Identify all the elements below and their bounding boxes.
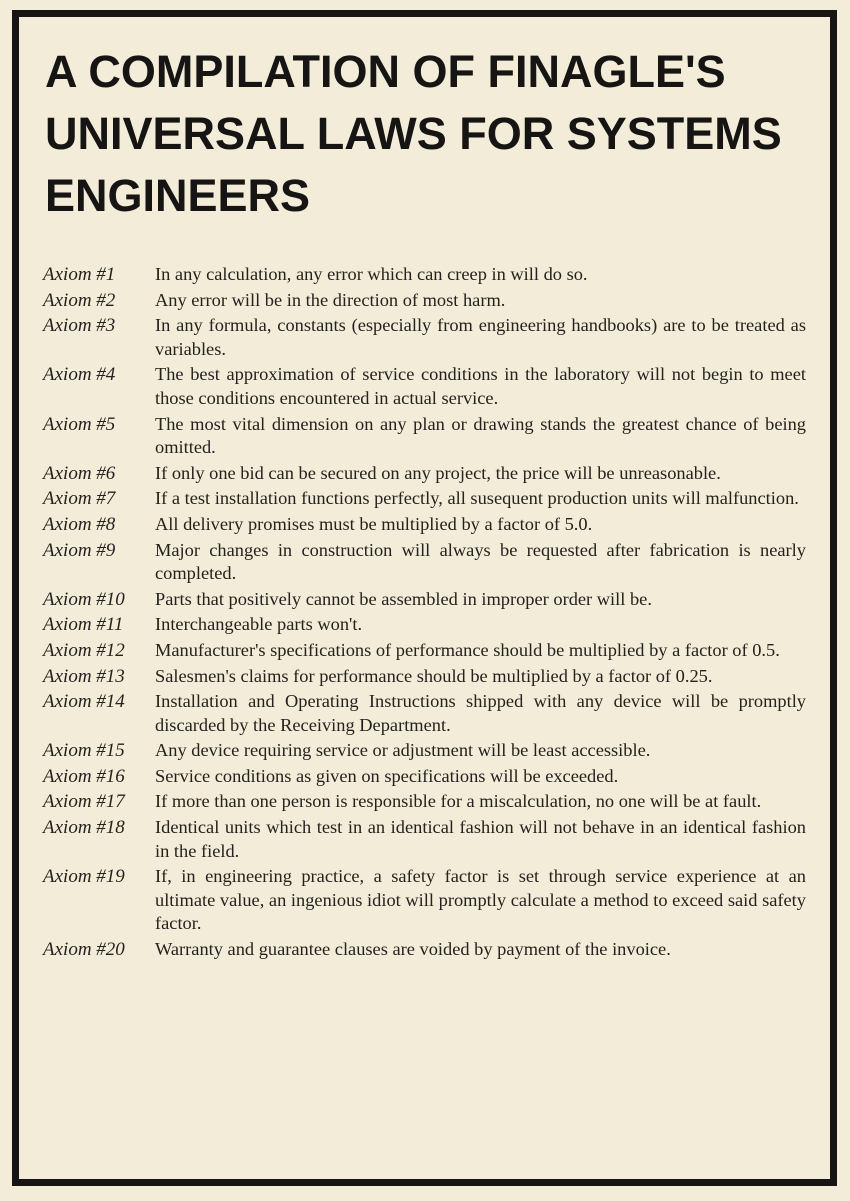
axiom-row [43,363,806,410]
axiom-text: In any calculation, any error which can creep in will do so. [155,264,588,284]
axiom-label: Axiom #8 [43,513,116,535]
axiom-text: The most vital dimension on any plan or drawing stands the greatest chance of being omitted. [155,413,806,458]
axiom-text: Salesmen's claims for performance should be multiplied by a factor of 0.25. [155,665,713,686]
axiom-text: Any device requiring service or adjustment will be least accessible. [155,740,651,761]
axiom-label: Axiom #13 [43,665,125,687]
axiom-row [43,462,806,486]
axiom-label: Axiom #17 [43,791,125,813]
page-title-line-2: UNIVERSAL LAWS FOR SYSTEMS [45,108,782,159]
axiom-row [43,413,806,460]
axiom-label: Axiom #1 [43,264,116,285]
axiom-label: Axiom #6 [43,462,116,484]
axiom-text: All delivery promises must be multiplied by a factor of 5.0. [155,513,593,534]
axiom-text: If more than one person is responsible for a miscalculation, no one will be at fault. [155,791,762,812]
axiom-label: Axiom #3 [43,315,116,337]
axiom-label: Axiom #11 [43,614,124,636]
axiom-text: If only one bid can be secured on any project, the price will be unreasonable. [155,462,721,483]
axiom-text: Manufacturer's specifications of performance should be multiplied by a factor of 0.5. [155,639,780,660]
axiom-row [43,790,806,814]
axiom-label: Axiom #4 [43,364,116,386]
axiom-text: Interchangeable parts won't. [155,614,363,635]
axiom-row [43,665,806,689]
axiom-label: Axiom #5 [43,413,116,435]
page-title-line-1: A COMPILATION OF FINAGLE'S [45,46,726,97]
axiom-row [43,289,806,313]
axiom-text: Identical units which test in an identical fashion will not behave in an identical fashion in the field. [155,817,806,861]
axiom-label: Axiom #2 [43,289,116,311]
axiom-row [43,765,806,789]
axiom-text: Installation and Operating Instructions shipped with any device will be promptly discarded by the Receiving Department. [155,691,806,735]
axiom-label: Axiom #7 [43,488,116,510]
axiom-label: Axiom #14 [43,691,125,713]
axiom-row [43,938,806,962]
axiom-row [43,639,806,663]
page-border-frame [12,10,837,1186]
axiom-text: Major changes in construction will always be requested after fabrication is nearly completed. [155,539,806,584]
axiom-label: Axiom #9 [43,539,116,561]
axiom-label: Axiom #12 [43,639,125,661]
page-title-line-3: ENGINEERS [45,170,311,221]
axiom-row [43,816,806,863]
axiom-row [43,263,806,287]
axiom-row [43,539,806,586]
axiom-text: Service conditions as given on specifications will be exceeded. [155,765,619,786]
axiom-row [43,865,806,936]
axiom-label: Axiom #15 [43,740,125,762]
axiom-label: Axiom #18 [43,817,125,839]
axiom-row [43,690,806,737]
axiom-list [43,263,808,962]
axiom-text: Warranty and guarantee clauses are voided by payment of the invoice. [155,939,671,960]
axiom-label: Axiom #16 [43,765,125,787]
axiom-row [43,487,806,511]
axiom-label: Axiom #10 [43,588,125,610]
page-content [19,17,830,1179]
axiom-row [43,613,806,637]
axiom-text: In any formula, constants (especially from engineering handbooks) are to be treated as variables. [155,315,806,359]
axiom-row [43,588,806,612]
axiom-label: Axiom #20 [43,939,125,961]
axiom-text: The best approximation of service conditions in the laboratory will not begin to meet those conditions encountered in actual service. [155,364,806,408]
axiom-text: If, in engineering practice, a safety factor is set through service experience at an ultimate value, an ingenious idiot will promptly calculate a method to exceed said safety factor. [155,866,806,934]
axiom-text: Parts that positively cannot be assembled in improper order will be. [155,588,652,609]
axiom-text: Any error will be in the direction of most harm. [155,289,506,310]
axiom-label: Axiom #19 [43,866,125,888]
page-title [45,41,808,227]
axiom-row [43,513,806,537]
axiom-text: If a test installation functions perfectly, all susequent production units will malfunction. [155,488,799,509]
axiom-row [43,314,806,361]
axiom-row [43,739,806,763]
